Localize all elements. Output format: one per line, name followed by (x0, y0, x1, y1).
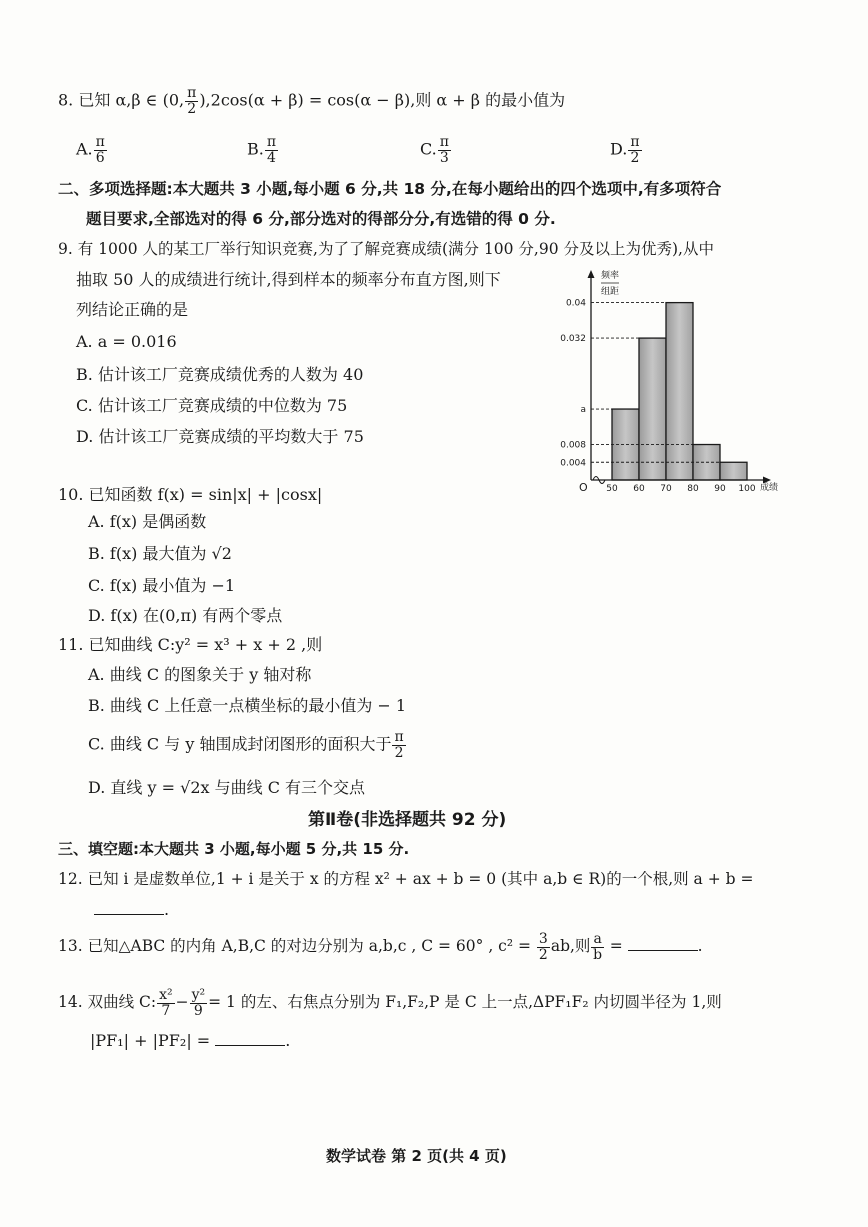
q8-pi-fraction: $\frac{\pi}{2}$ (187, 85, 197, 117)
origin-label: O (579, 481, 588, 494)
q13-line: 13. 已知△ABC 的内角 A,B,C 的对边分别为 a,b,c , C = 60° , c² = $\frac{3}{2}$ ab,则 $\frac{a}{b}$ = . (58, 931, 703, 963)
x-tick-label-70: 70 (660, 484, 672, 494)
q10-stem: 10. 已知函数 f(x) = sin|x| + |cosx| (58, 485, 323, 504)
q13-fraction-three-halves: $\frac{3}{2}$ (538, 931, 548, 963)
y-tick-label-2: a (580, 405, 586, 416)
x-tick-label-90: 90 (714, 484, 726, 494)
q9-option-a: A. a = 0.016 (76, 332, 177, 351)
section3-heading: 三、填空题:本大题共 3 小题,每小题 5 分,共 15 分. (58, 840, 410, 858)
y-tick-label-1: 0.032 (560, 334, 586, 345)
q14-fraction-y: $\frac{\text{y²}}{9}$ (191, 987, 206, 1019)
q13-fraction-a-over-b: $\frac{a}{b}$ (593, 931, 603, 963)
q8-option-b: B. $\frac{\pi}{4}$ (247, 134, 277, 166)
y-tick-label-3: 0.008 (560, 440, 586, 451)
q13-answer-blank[interactable] (628, 936, 698, 951)
q14-fraction-x: $\frac{\text{x²}}{7}$ (159, 987, 173, 1019)
q10-option-d: D. f(x) 在(0,π) 有两个零点 (88, 606, 283, 625)
q14-line2: |PF₁| + |PF₂| = . (90, 1031, 291, 1050)
q8-option-c: C. $\frac{\pi}{3}$ (420, 134, 449, 166)
q10-option-c: C. f(x) 最小值为 −1 (88, 576, 236, 595)
q9-line1: 9. 有 1000 人的某工厂举行知识竞赛,为了了解竞赛成绩(满分 100 分,90 分及以上为优秀),从中 (58, 240, 714, 258)
y-tick-label-4: 0.004 (560, 458, 586, 469)
q9-option-d: D. 估计该工厂竞赛成绩的平均数大于 75 (76, 427, 364, 446)
x-tick-label-80: 80 (687, 484, 699, 494)
section2-line2: 题目要求,全部选对的得 6 分,部分选对的得部分分,有选错的得 0 分. (86, 210, 556, 228)
q11-stem: 11. 已知曲线 C:y² = x³ + x + 2 ,则 (58, 635, 323, 654)
q8-stem-post: ),2cos(α + β) = cos(α − β),则 α + β 的最小值为 (199, 90, 566, 110)
q12-answer-blank[interactable] (94, 900, 164, 915)
histogram-bar-70-80 (666, 303, 693, 480)
x-tick-label-50: 50 (606, 484, 618, 494)
histogram-bar-90-100 (720, 462, 747, 480)
q11-option-c: C. 曲线 C 与 y 轴围成封闭图形的面积大于 $\frac{\pi}{2}$ (88, 729, 404, 761)
page-footer: 数学试卷 第 2 页(共 4 页) (326, 1147, 507, 1165)
x-tick-label-100: 100 (738, 484, 756, 494)
q11-option-d: D. 直线 y = √2x 与曲线 C 有三个交点 (88, 778, 366, 797)
q12-line2: . (94, 900, 169, 919)
q8-option-a: A. $\frac{\pi}{6}$ (76, 134, 105, 166)
y-label-top: 频率 (601, 271, 620, 281)
q11-option-a: A. 曲线 C 的图象关于 y 轴对称 (88, 665, 312, 684)
q11-option-b: B. 曲线 C 上任意一点横坐标的最小值为 − 1 (88, 696, 407, 715)
q14-answer-blank[interactable] (215, 1031, 285, 1046)
histogram-bar-60-70 (639, 338, 666, 480)
q9-line3: 列结论正确的是 (76, 300, 189, 319)
q10-option-b: B. f(x) 最大值为 √2 (88, 544, 232, 563)
y-axis-arrow (588, 270, 595, 278)
part2-title: 第Ⅱ卷(非选择题共 92 分) (308, 810, 507, 830)
y-label-bottom: 组距 (601, 287, 620, 297)
q9-option-c: C. 估计该工厂竞赛成绩的中位数为 75 (76, 396, 348, 415)
q10-option-a: A. f(x) 是偶函数 (88, 512, 207, 531)
x-tick-label-60: 60 (633, 484, 645, 494)
y-tick-label-0: 0.04 (565, 298, 586, 309)
q9-line2: 抽取 50 人的成绩进行统计,得到样本的频率分布直方图,则下 (76, 270, 501, 289)
q14-line1: 14. 双曲线 C: $\frac{\text{x²}}{7}$ − $\frac{\text{y²}}{9}$ = 1 的左、右焦点分别为 F₁,F₂,P 是 C 上一点,ΔPF₁F₂ 内切圆半径为 1,则 (58, 987, 722, 1019)
q8-stem-pre: 8. 已知 α,β ∈ (0, (58, 90, 185, 110)
q8-option-d: D. $\frac{\pi}{2}$ (610, 134, 640, 166)
q12-line1: 12. 已知 i 是虚数单位,1 + i 是关于 x 的方程 x² + ax + b = 0 (其中 a,b ∈ R)的一个根,则 a + b = (58, 870, 754, 888)
q11-option-c-fraction: $\frac{\pi}{2}$ (394, 729, 404, 761)
frequency-histogram (555, 262, 805, 502)
q8-stem (58, 86, 565, 116)
section2-line1: 二、多项选择题:本大题共 3 小题,每小题 6 分,共 18 分,在每小题给出的四个选项中,有多项符合 (58, 180, 722, 198)
q9-option-b: B. 估计该工厂竞赛成绩优秀的人数为 40 (76, 365, 364, 384)
x-axis-label: 成绩 (760, 483, 779, 493)
